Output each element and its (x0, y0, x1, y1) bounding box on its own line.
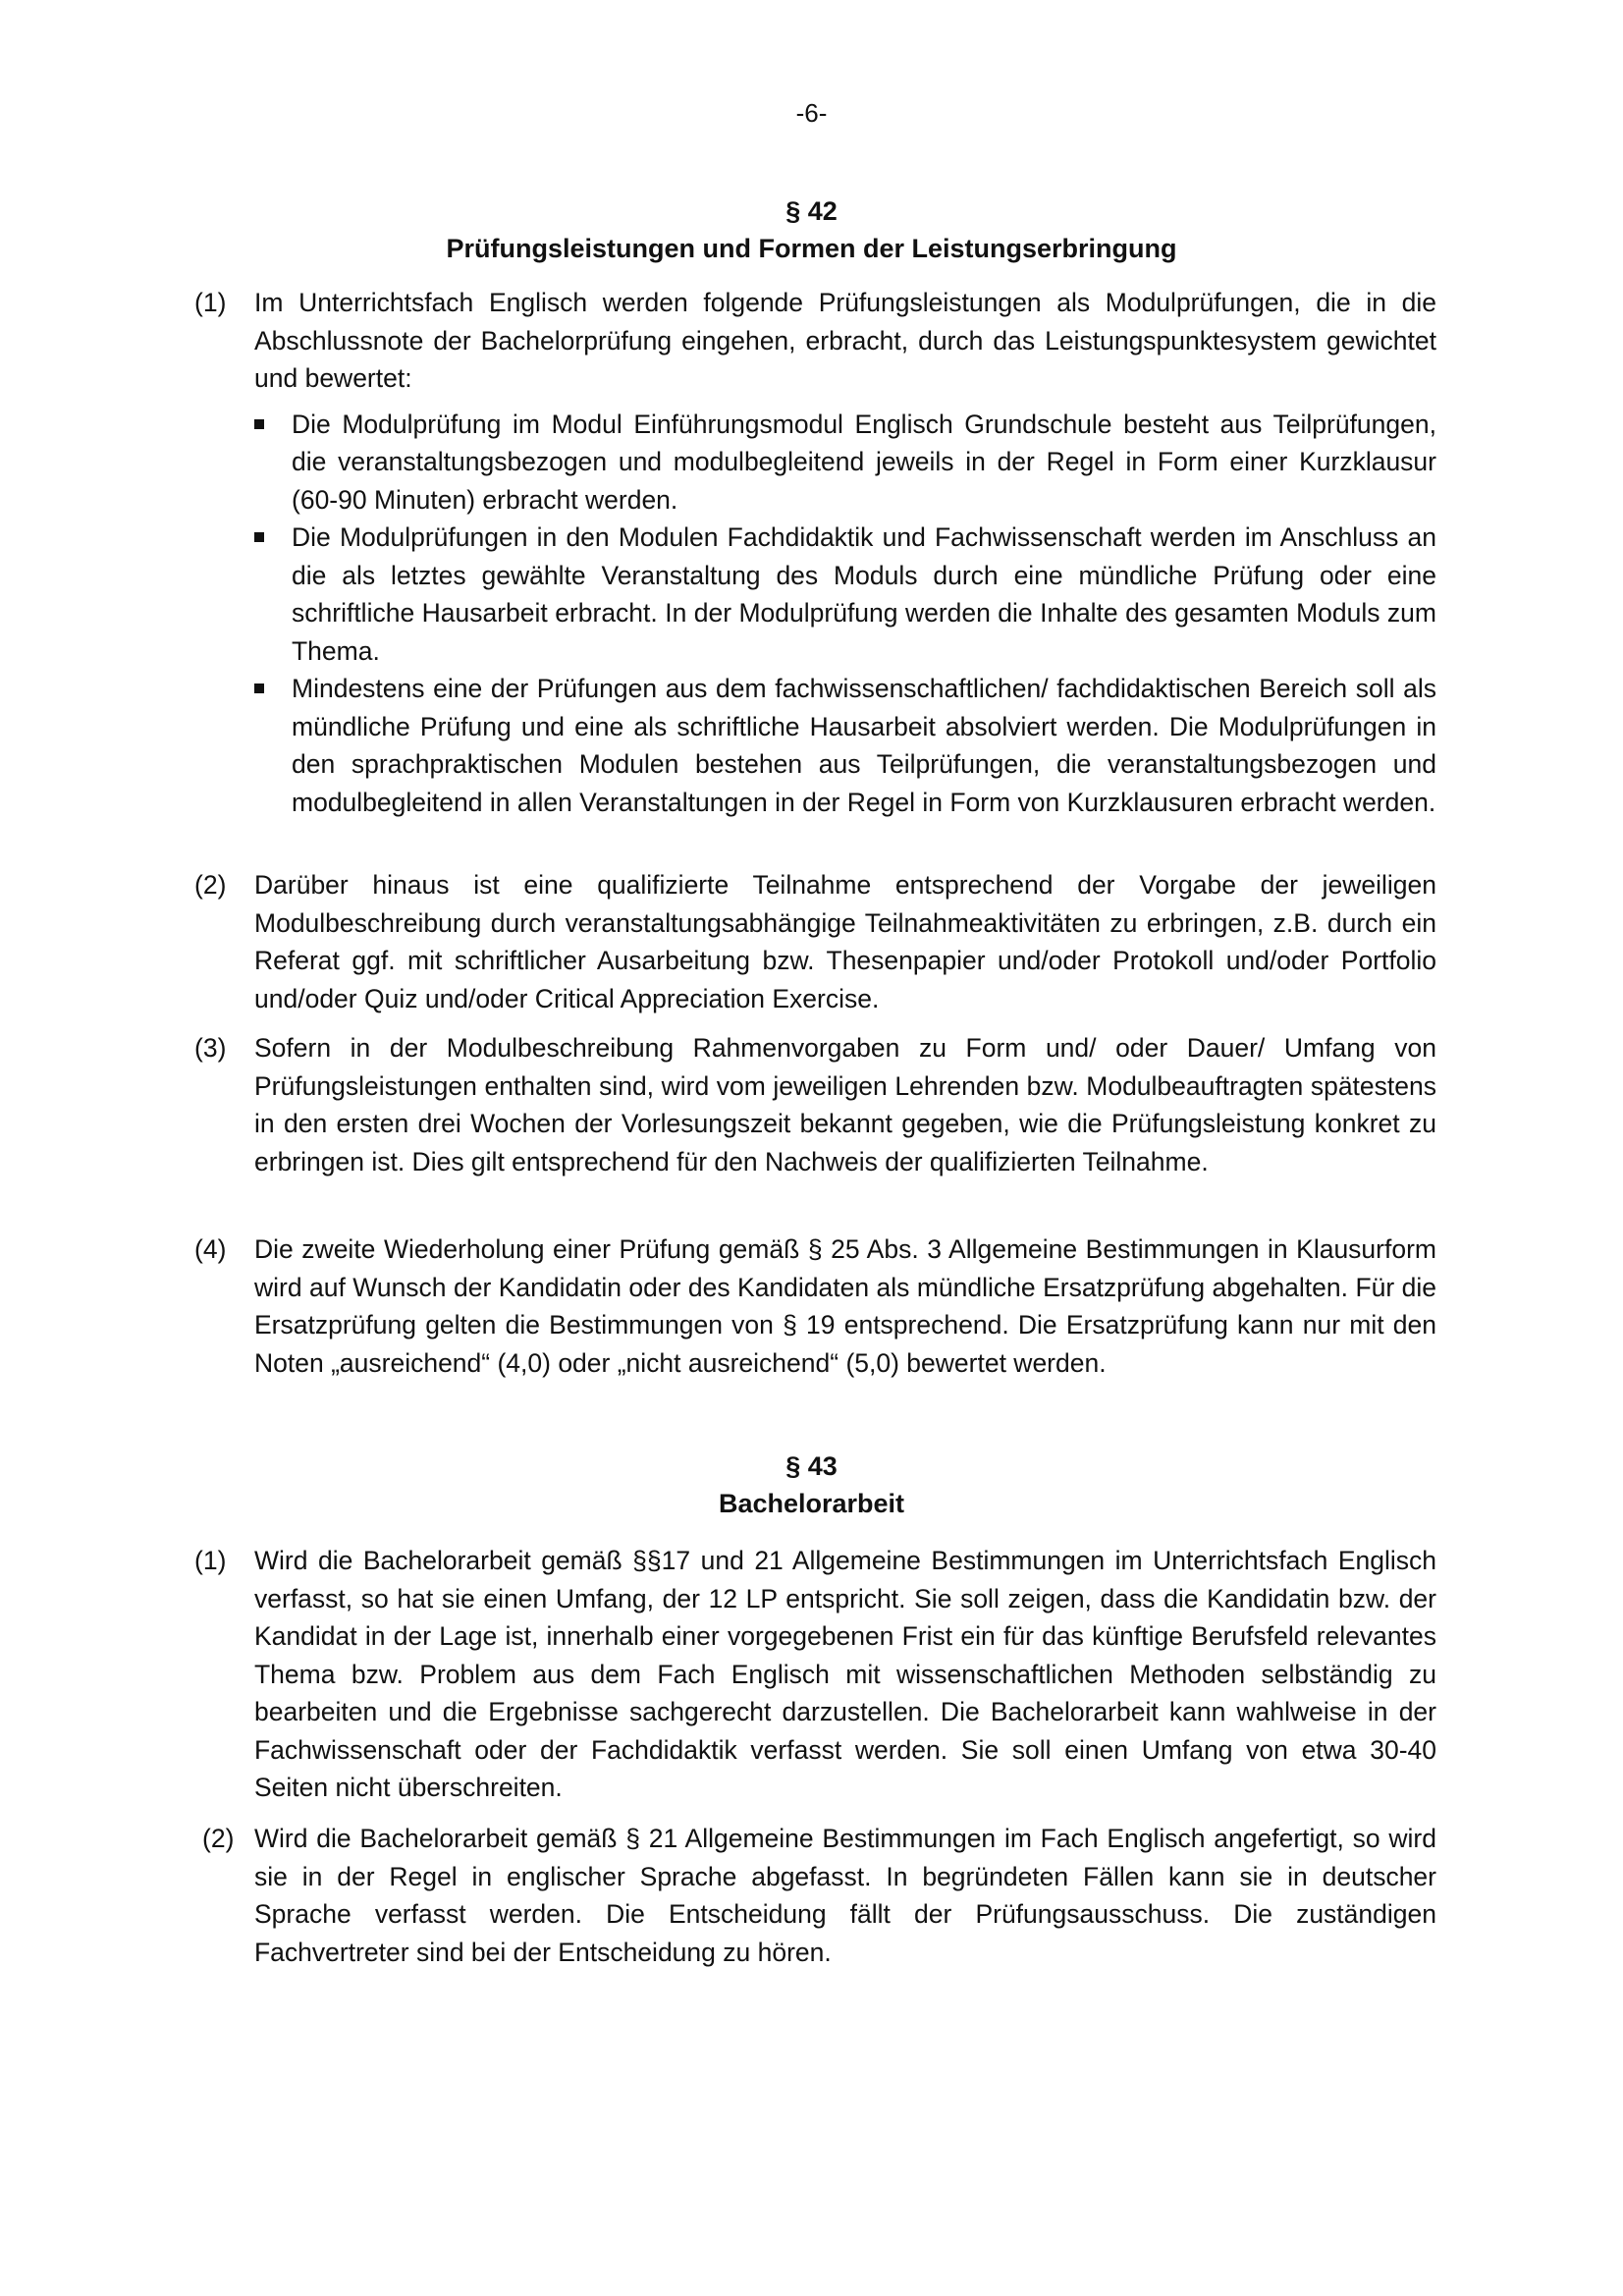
paragraph-number: (4) (194, 1234, 227, 1264)
list-item (254, 519, 1436, 670)
paragraph-text: Wird die Bachelorarbeit gemäß § 21 Allgemeine Bestimmungen im Fach Englisch angefertigt, so wird sie in der Regel in englischer Sprache abgefasst. In begründeten Fällen kann sie in deutscher Sprache verfasst werden. Die Entscheidung fällt der Prüfungsausschuss. Die zuständigen Fachvertreter sind bei der Entscheidung zu hören. (254, 1824, 1436, 1967)
section-heading-42 (0, 192, 1623, 267)
paragraph-42-2 (194, 866, 1436, 1017)
paragraph-number: (3) (194, 1033, 227, 1063)
list-item (254, 670, 1436, 821)
paragraph-number: (2) (202, 1824, 235, 1853)
square-bullet-icon (254, 683, 264, 693)
paragraph-42-1 (194, 284, 1436, 821)
paragraph-text: Darüber hinaus ist eine qualifizierte Teilnahme entsprechend der Vorgabe der jeweiligen Modulbeschreibung durch veranstaltungsabhängige Teilnahmeaktivitäten zu erbringen, z.B. durch ein Referat ggf. mit schriftlicher Ausarbeitung bzw. Thesenpapier und/oder Protokoll und/oder Portfolio und/oder Quiz und/oder Critical Appreciation Exercise. (254, 870, 1436, 1013)
section-title: Bachelorarbeit (718, 1489, 905, 1518)
page-number: -6- (795, 98, 828, 128)
paragraph-42-4 (194, 1230, 1436, 1382)
paragraph-text: Sofern in der Modulbeschreibung Rahmenvorgaben zu Form und/ oder Dauer/ Umfang von Prüfungsleistungen enthalten sind, wird vom jeweiligen Lehrenden bzw. Modulbeauftragten spätestens in den ersten drei Wochen der Vorlesungszeit bekannt gegeben, wie die Prüfungsleistung konkret zu erbringen ist. Dies gilt entsprechend für den Nachweis der qualifizierten Teilnahme. (254, 1033, 1436, 1176)
paragraph-43-2 (194, 1820, 1436, 1971)
section-number: § 43 (785, 1451, 838, 1481)
list-item-text: Die Modulprüfungen in den Modulen Fachdidaktik und Fachwissenschaft werden im Anschluss an die als letztes gewählte Veranstaltung des Moduls durch eine mündliche Prüfung oder eine schriftliche Hausarbeit erbracht. In der Modulprüfung werden die Inhalte des gesamten Moduls zum Thema. (292, 522, 1436, 666)
paragraph-number: (1) (194, 288, 227, 317)
section-title: Prüfungsleistungen und Formen der Leistungserbringung (446, 234, 1177, 263)
paragraph-text: Die zweite Wiederholung einer Prüfung gemäß § 25 Abs. 3 Allgemeine Bestimmungen in Klausurform wird auf Wunsch der Kandidatin oder des Kandidaten als mündliche Ersatzprüfung abgehalten. Für die Ersatzprüfung gelten die Bestimmungen von § 19 entsprechend. Die Ersatzprüfung kann nur mit den Noten „ausreichend“ (4,0) oder „nicht ausreichend“ (5,0) bewertet werden. (254, 1234, 1436, 1378)
section-number: § 42 (785, 196, 838, 226)
paragraph-number: (2) (194, 870, 227, 900)
paragraph-number: (1) (194, 1546, 227, 1575)
list-item-text: Die Modulprüfung im Modul Einführungsmodul Englisch Grundschule besteht aus Teilprüfungen, die veranstaltungsbezogen und modulbegleitend jeweils in der Regel in Form einer Kurzklausur (60-90 Minuten) erbracht werden. (292, 409, 1436, 515)
paragraph-43-1 (194, 1542, 1436, 1807)
paragraph-text: Im Unterrichtsfach Englisch werden folgende Prüfungsleistungen als Modulprüfungen, die in die Abschlussnote der Bachelorprüfung eingehen, erbracht, durch das Leistungspunktesystem gewichtet und bewertet: (254, 288, 1436, 393)
list-item (254, 406, 1436, 519)
list-item-text: Mindestens eine der Prüfungen aus dem fachwissenschaftlichen/ fachdidaktischen Bereich soll als mündliche Prüfung und eine als schriftliche Hausarbeit absolviert werden. Die Modulprüfungen in den sprachpraktischen Modulen bestehen aus Teilprüfungen, die veranstaltungsbezogen und modulbegleitend in allen Veranstaltungen in der Regel in Form von Kurzklausuren erbracht werden. (292, 674, 1436, 817)
bullet-list (254, 406, 1436, 822)
square-bullet-icon (254, 419, 264, 429)
paragraph-42-3 (194, 1029, 1436, 1180)
section-heading-43 (0, 1448, 1623, 1522)
square-bullet-icon (254, 532, 264, 542)
paragraph-text: Wird die Bachelorarbeit gemäß §§17 und 21 Allgemeine Bestimmungen im Unterrichtsfach Englisch verfasst, so hat sie einen Umfang, der 12 LP entspricht. Sie soll zeigen, dass die Kandidatin bzw. der Kandidat in der Lage ist, innerhalb einer vorgegebenen Frist ein für das künftige Berufsfeld relevantes Thema bzw. Problem aus dem Fach Englisch mit wissenschaftlichen Methoden selbständig zu bearbeiten und die Ergebnisse sachgerecht darzustellen. Die Bachelorarbeit kann wahlweise in der Fachwissenschaft oder der Fachdidaktik verfasst werden. Sie soll einen Umfang von etwa 30-40 Seiten nicht überschreiten. (254, 1546, 1436, 1802)
